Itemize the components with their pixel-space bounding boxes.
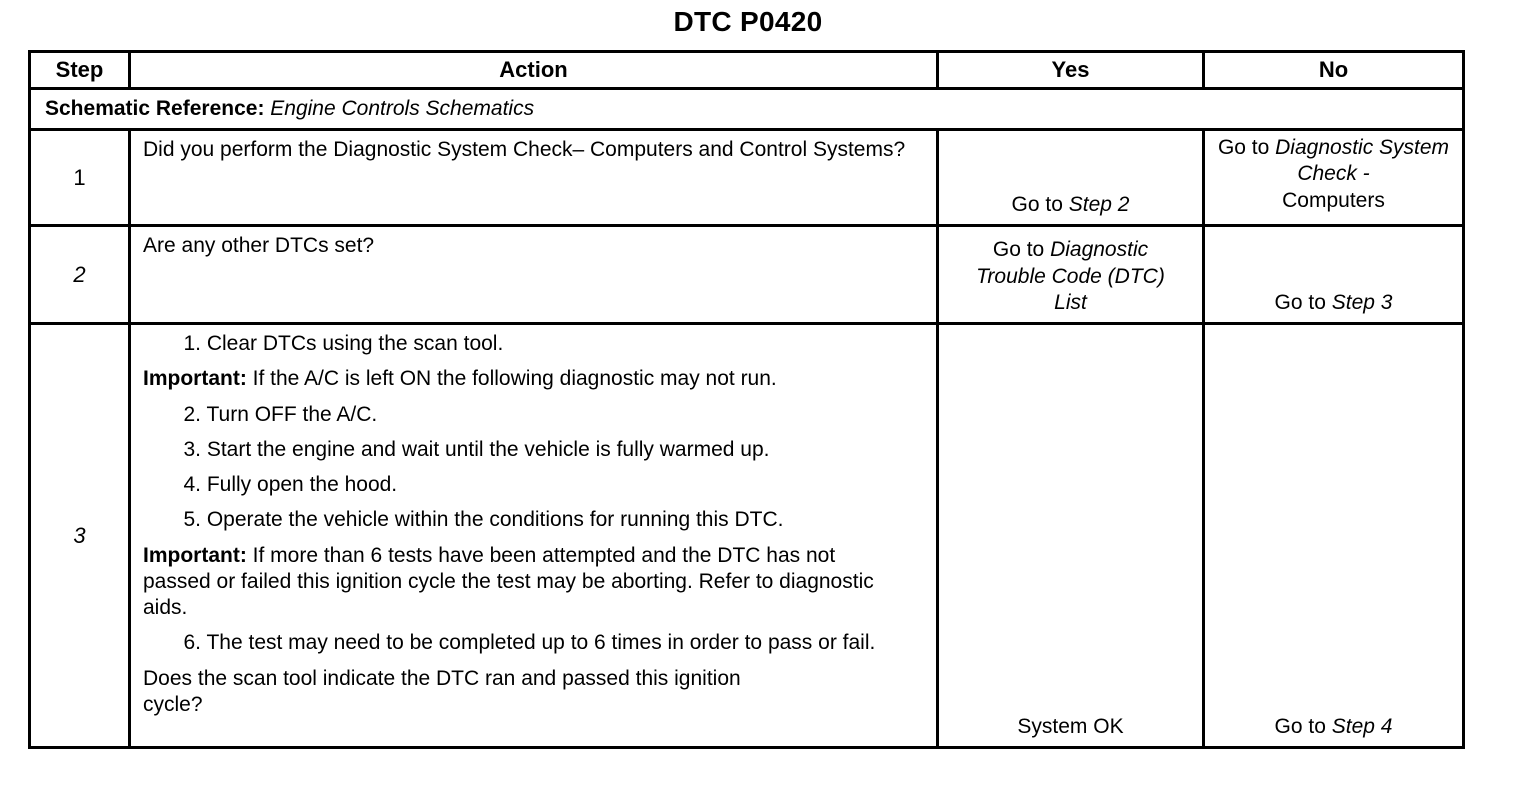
header-no: No (1204, 52, 1464, 89)
schematic-reference (30, 89, 1464, 130)
no-link[interactable]: Diagnostic System Check - (1275, 136, 1450, 186)
step-number: 2 (30, 226, 130, 324)
item-text: Start the engine and wait until the vehicle is fully warmed up. (206, 437, 770, 461)
item-text: Clear DTCs using the scan tool. (206, 332, 504, 355)
yes-prefix: Go to (1011, 192, 1069, 216)
table-row (30, 324, 1464, 748)
diagnostic-table (28, 50, 1465, 749)
yes-link[interactable]: Diagnostic Trouble Code (DTC) List (976, 238, 1165, 314)
list-item (143, 402, 928, 428)
header-action: Action (130, 52, 938, 89)
schematic-reference-label: Schematic Reference: (45, 96, 265, 120)
item-number: 5. (183, 508, 201, 532)
yes-result: System OK (938, 324, 1204, 748)
no-link[interactable]: Step 3 (1331, 290, 1393, 314)
yes-result (938, 130, 1204, 226)
list-item (143, 630, 928, 656)
no-result (1204, 324, 1464, 748)
item-number: 6. (183, 631, 201, 655)
important-text: If more than 6 tests have been attempted and the DTC has not passed or failed this ignition cycle the test may be aborting. Refer to diagnostic aids. (143, 543, 874, 619)
yes-link[interactable]: Step 2 (1068, 192, 1130, 216)
schematic-reference-value: Engine Controls Schematics (270, 96, 535, 120)
table-row (30, 130, 1464, 226)
yes-prefix: Go to (992, 238, 1051, 262)
step-number: 1 (30, 130, 130, 226)
action-text: Did you perform the Diagnostic System Check– Computers and Control Systems? (130, 130, 938, 226)
important-label: Important: (143, 543, 247, 567)
important-text: If the A/C is left ON the following diagnostic may not run. (246, 367, 777, 391)
action-text: Are any other DTCs set? (130, 226, 938, 324)
no-suffix: Computers (1282, 188, 1385, 212)
important-note (143, 543, 928, 622)
item-text: Fully open the hood. (206, 473, 398, 496)
no-prefix: Go to (1274, 714, 1332, 738)
item-text: The test may need to be completed up to 6 times in order to pass or fail. (206, 631, 876, 655)
list-item (143, 507, 928, 533)
document-title: DTC P0420 (673, 6, 823, 37)
no-prefix: Go to (1274, 290, 1332, 314)
header-step: Step (30, 52, 130, 89)
item-number: 2. (183, 402, 201, 426)
list-item (143, 472, 928, 498)
header-yes: Yes (938, 52, 1204, 89)
important-note (143, 366, 928, 392)
list-item (143, 437, 928, 463)
item-number: 4. (183, 473, 201, 496)
important-label: Important: (143, 367, 247, 391)
header-row (30, 52, 1464, 89)
question-text: Does the scan tool indicate the DTC ran and passed this ignition cycle? (143, 666, 741, 716)
item-text: Operate the vehicle within the conditions for running this DTC. (206, 508, 784, 532)
item-text: Turn OFF the A/C. (206, 402, 378, 426)
no-result (1204, 130, 1464, 226)
schematic-reference-row (30, 89, 1464, 130)
table-row (30, 226, 1464, 324)
no-result (1204, 226, 1464, 324)
list-item (143, 331, 928, 357)
item-number: 3. (183, 437, 201, 461)
item-number: 1. (183, 332, 201, 355)
action-steps (130, 324, 938, 748)
step-number: 3 (30, 324, 130, 748)
no-prefix: Go to (1217, 136, 1276, 159)
no-link[interactable]: Step 4 (1331, 714, 1393, 738)
yes-result (938, 226, 1204, 324)
